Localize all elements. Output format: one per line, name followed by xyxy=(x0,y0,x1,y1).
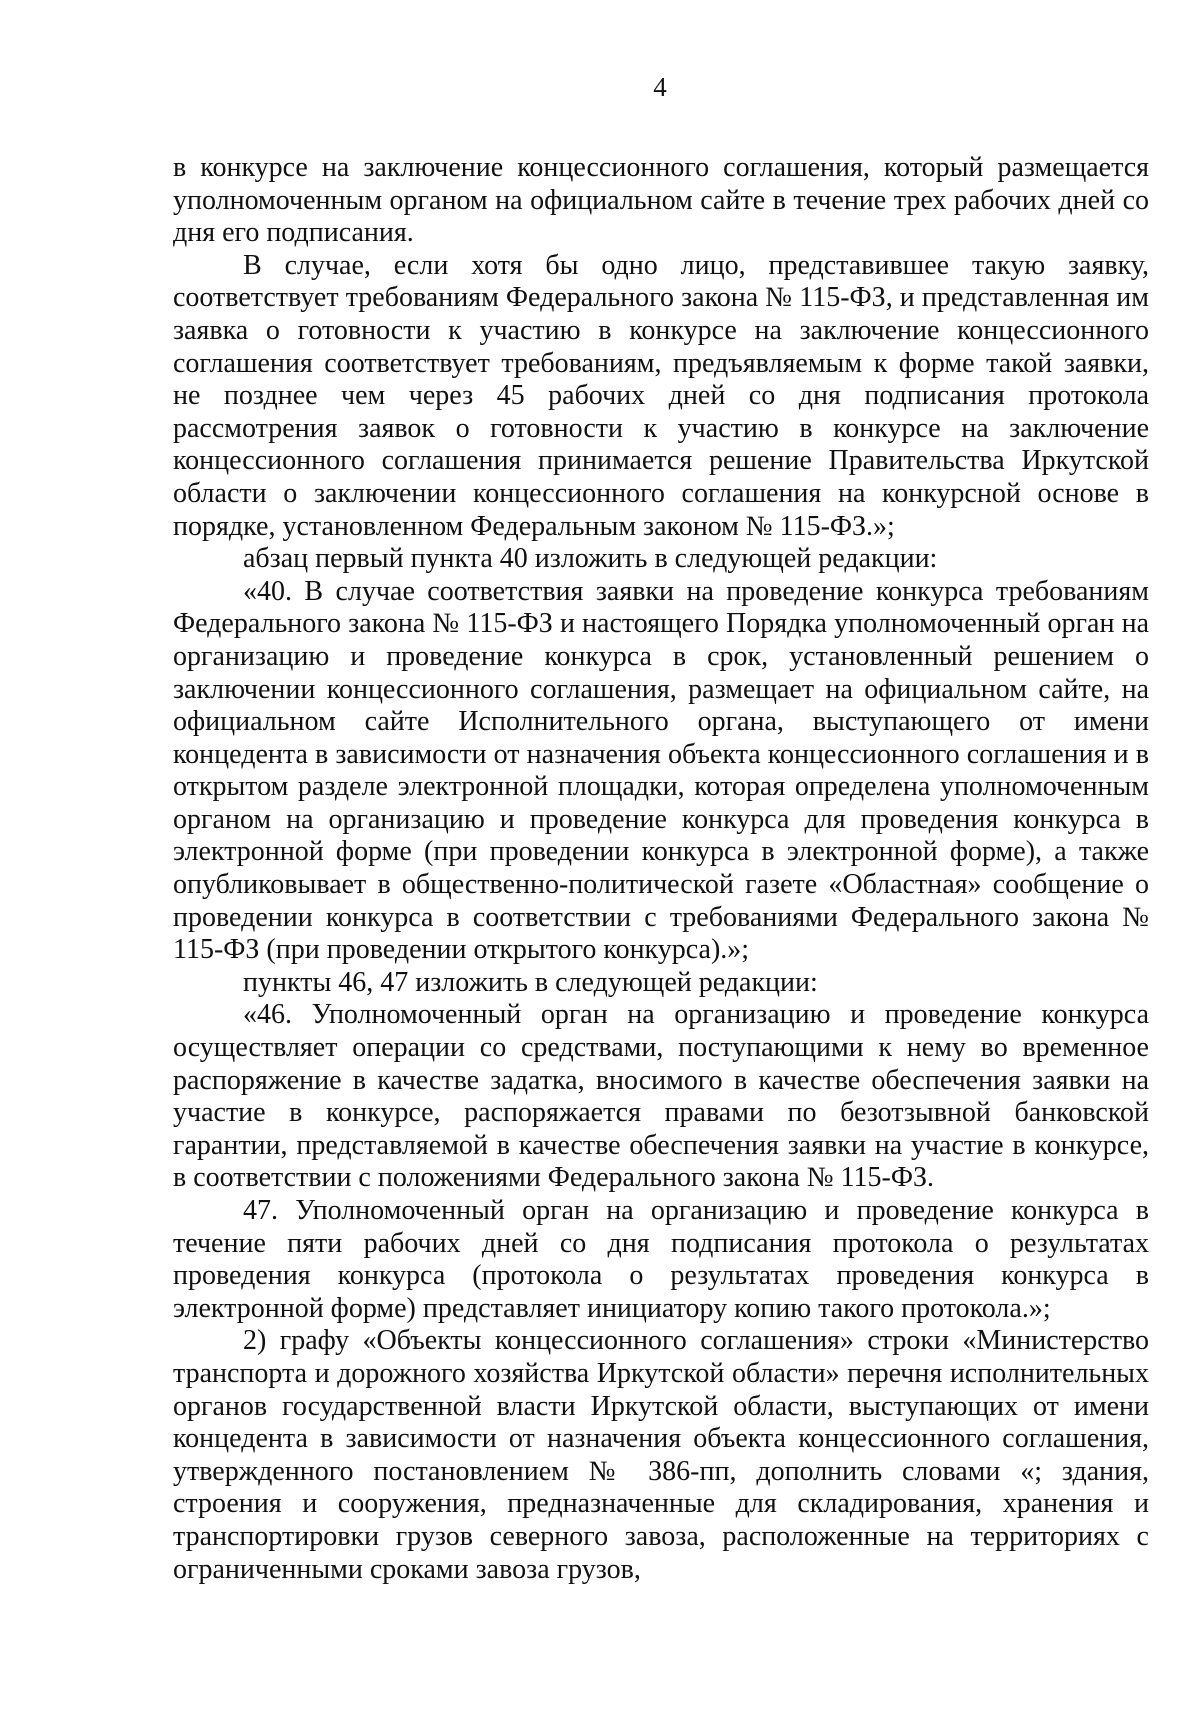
paragraph-item-2: 2) графу «Объекты концессионного соглашения» строки «Министерство транспорта и дорожного хозяйства Иркутской области» перечня исполнительных органов государственной власти Иркутской области, выступающих от имени концедента в зависимости от назначения объекта концессионного соглашения, утвержденного постановлением № 386-пп, дополнить словами «; здания, строения и сооружения, предназначенные для складирования, хранения и транспортировки грузов северного завоза, расположенные на территориях с ограниченными сроками завоза грузов, xyxy=(173,1325,1149,1585)
paragraph-decision-condition: В случае, если хотя бы одно лицо, представившее такую заявку, соответствует требованиям Федерального закона № 115-ФЗ, и представленная им заявка о готовности к участию в конкурсе на заключение концессионного соглашения соответствует требованиям, предъявляемым к форме такой заявки, не позднее чем через 45 рабочих дней со дня подписания протокола рассмотрения заявок о готовности к участию в конкурсе на заключение концессионного соглашения принимается решение Правительства Иркутской области о заключении концессионного соглашения на конкурсной основе в порядке, установленном Федеральным законом № 115-ФЗ.»; xyxy=(173,249,1149,542)
paragraph-amend-item-40: абзац первый пункта 40 изложить в следующей редакции: xyxy=(243,543,938,575)
paragraph-item-40: «40. В случае соответствия заявки на проведение конкурса требованиям Федерального закона № 115-ФЗ и настоящего Порядка уполномоченный орган на организацию и проведение конкурса в срок, установленный решением о заключении концессионного соглашения, размещает на официальном сайте, на официальном сайте Исполнительного органа, выступающего от имени концедента в зависимости от назначения объекта концессионного соглашения и в открытом разделе электронной площадки, которая определена уполномоченным органом на организацию и проведение конкурса для проведения конкурса в электронной форме (при проведении конкурса в электронной форме), а также опубликовывает в общественно-политической газете «Областная» сообщение о проведении конкурса в соответствии с требованиями Федерального закона № 115-ФЗ (при проведении открытого конкурса).»; xyxy=(173,575,1149,966)
paragraph-amend-items-46-47: пункты 46, 47 изложить в следующей редакции: xyxy=(243,966,818,998)
paragraph-item-46: «46. Уполномоченный орган на организацию и проведение конкурса осуществляет операции со средствами, поступающими к нему во временное распоряжение в качестве задатка, вносимого в качестве обеспечения заявки на участие в конкурсе, распоряжается правами по безотзывной банковской гарантии, представляемой в качестве обеспечения заявки на участие в конкурсе, в соответствии с положениями Федерального закона № 115-ФЗ. xyxy=(173,999,1149,1194)
document-body xyxy=(173,152,1149,1586)
page-number: 4 xyxy=(653,72,667,102)
paragraph-continuation: в конкурсе на заключение концессионного соглашения, который размещается уполномоченным органом на официальном сайте в течение трех рабочих дней со дня его подписания. xyxy=(173,152,1149,249)
paragraph-item-47: 47. Уполномоченный орган на организацию и проведение конкурса в течение пяти рабочих дней со дня подписания протокола о результатах проведения конкурса (протокола о результатах проведения конкурса в электронной форме) представляет инициатору копию такого протокола.»; xyxy=(173,1195,1149,1324)
